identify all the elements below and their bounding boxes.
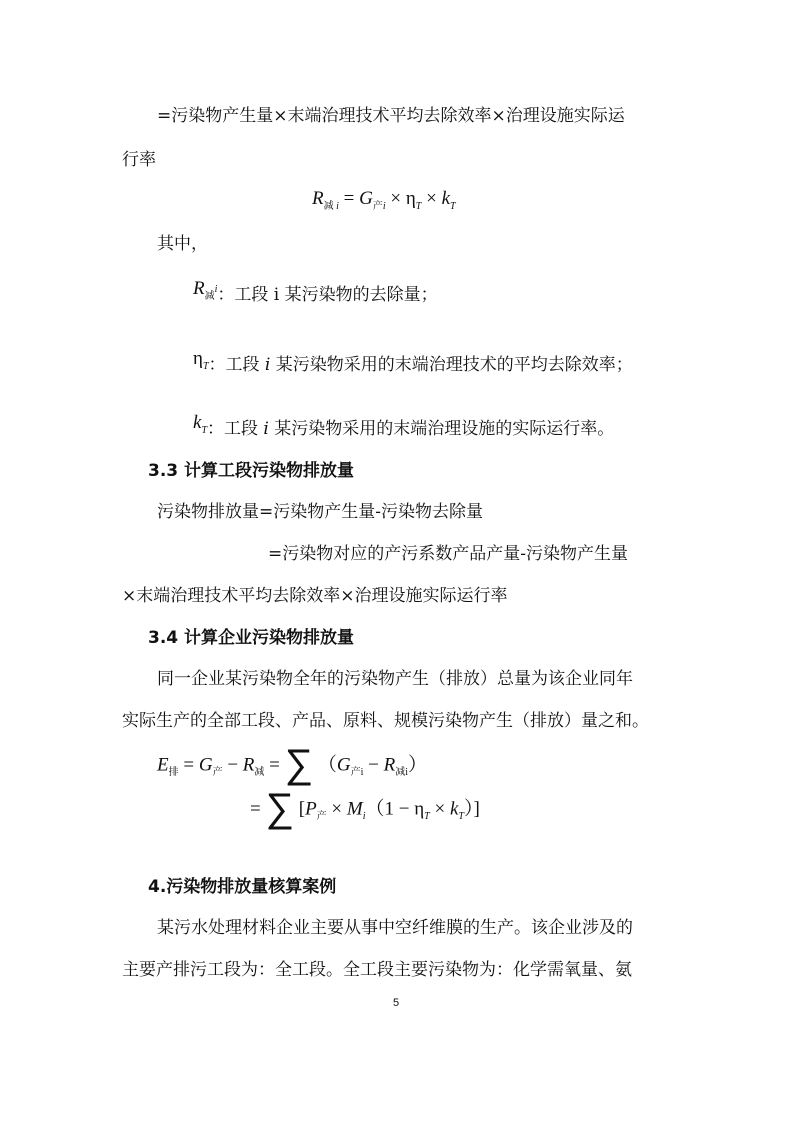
text-emission-formula-2: =污染物对应的产污系数产品产量-污染物产生量 [268,544,628,564]
text-case-line-1: 某污水处理材料企业主要从事中空纤维膜的生产。该企业涉及的 [157,918,633,938]
text-emission-formula-1: 污染物排放量=污染物产生量-污染物去除量 [157,502,483,522]
sigma-symbol: ∑ [284,741,314,787]
text-para-1-line-2: 实际生产的全部工段、产品、原料、规模污染物产生（排放）量之和。 [122,711,649,731]
text-case-line-2: 主要产排污工段为：全工段。全工段主要污染物为：化学需氧量、氨 [122,960,632,980]
heading-3-3: 3.3 计算工段污染物排放量 [148,461,355,481]
definition-removal: $R_减i$：工段 i 某污染物的去除量； [193,278,438,305]
text-para-1-line-1: 同一企业某污染物全年的污染物产生（排放）总量为该企业同年 [157,669,633,689]
formula-total-line-2: = ∑ $[P_产 \times M_i(1 - \eta_T \times k_T)]$ [250,785,480,831]
heading-4: 4.污染物排放量核算案例 [148,877,337,897]
definition-efficiency: $\eta_T$：工段 i 某污染物采用的末端治理技术的平均去除效率； [193,348,633,375]
text-qizhong: 其中， [157,234,208,254]
text-line-1: =污染物产生量×末端治理技术平均去除效率×治理设施实际运 [157,106,625,126]
sigma-symbol: ∑ [265,785,294,831]
page-number: 5 [393,997,400,1009]
text-emission-formula-3: ×末端治理技术平均去除效率×治理设施实际运行率 [122,586,508,606]
text-line-2: 行率 [122,150,156,170]
formula-total-line-1: $E_排 = G_产 - R_减$ = ∑ $(G_{产i} - R_{减i})$ [157,741,428,787]
formula-removal: $R_减$ $_i = G_{产i} \times \eta_T \times k_T$ [312,188,456,212]
definition-run-rate: $k_T$：工段 i 某污染物采用的末端治理设施的实际运行率。 [193,412,615,439]
heading-3-4: 3.4 计算企业污染物排放量 [148,628,355,648]
